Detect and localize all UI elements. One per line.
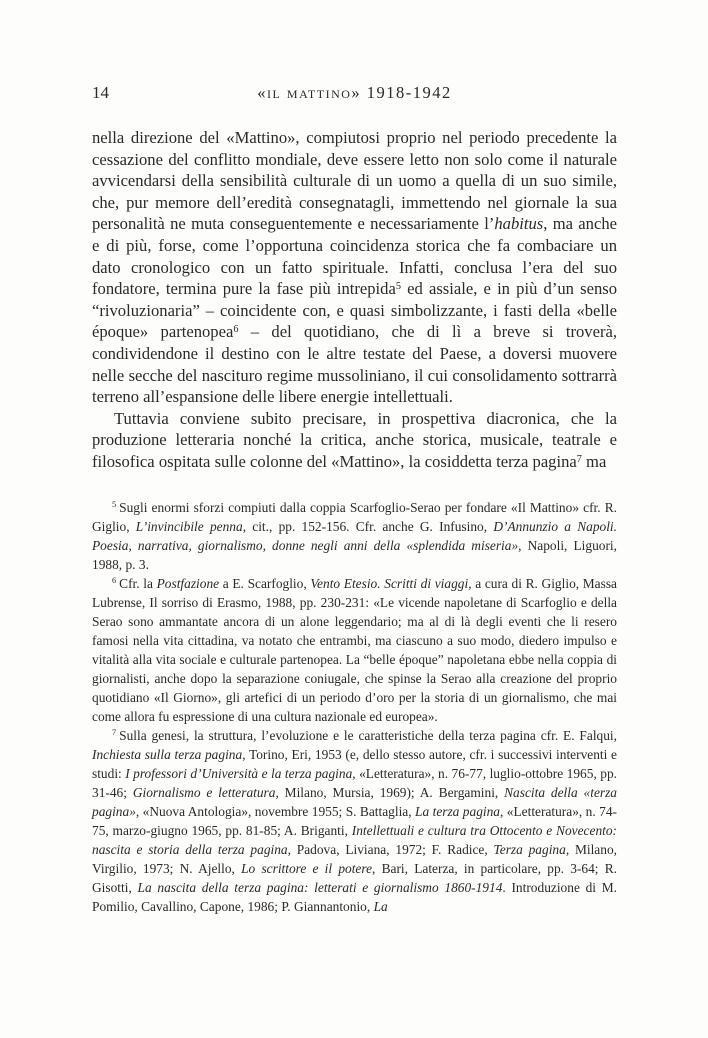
italic-run: L’invincibile penna: [135, 518, 243, 534]
text-run: , Milano, Mursia, 1969); A. Bergamini,: [275, 784, 505, 800]
page-number: 14: [92, 83, 109, 102]
italic-run: Nascita della «terza pagina»: [92, 784, 618, 819]
text-run: a E. Scarfoglio,: [219, 575, 311, 591]
italic-run: Terza pagina: [493, 841, 566, 857]
text-run: Sulla genesi, la struttura, l’evoluzione e le caratteristiche della terza pagina cfr. E. Falqui,: [119, 727, 617, 743]
running-title: «il mattino» 1918-1942: [257, 83, 452, 102]
text-run: , Napoli, Liguori, 1988, p. 3.: [92, 537, 617, 572]
footnote-ref: 5: [395, 281, 401, 293]
text-run: , Milano, Virgilio, 1973; N. Ajello,: [92, 841, 617, 876]
footnote-6: [92, 574, 617, 726]
text-run: Cfr. la: [119, 575, 157, 591]
text-run: , «Nuova Antologia», novembre 1955; S. Battaglia,: [135, 803, 416, 819]
italic-run: Inchiesta sulla terza pagina: [92, 746, 243, 762]
text-run: , cit., pp. 152-156. Cfr. anche G. Infusino,: [242, 518, 494, 534]
italic-run: D’Annunzio a Napoli. Poesia, narrativa, giornalismo, donne negli anni della «splendida miseria»: [92, 518, 617, 553]
italic-run: Vento Etesio. Scritti di viaggi: [310, 575, 469, 591]
text-run: Tuttavia conviene subito precisare, in prospettiva diacronica, che la produzione letteraria nonché la critica, anche storica, musicale, teatrale e filosofica ospitata sulle colonne del «Mattino», la cosiddetta terza pagina: [92, 408, 617, 471]
text-run: nella direzione del «Mattino», compiutosi proprio nel periodo precedente la cessazione del conflitto mondiale, deve essere letto non solo come il naturale avvicendarsi della sensibilità culturale di un uomo a quella di un suo simile, che, pur memore dell’eredità consegnatagli, immettendo nel giornale la sua personalità ne muta conseguentemente e necessariamente l’: [92, 128, 617, 234]
italic-run: Postfazione: [156, 575, 220, 591]
body-paragraph-1: [92, 127, 617, 408]
text-run: ed assiale, e in più d’un senso “rivoluzionaria” – coincidente con, e quasi simbolizzante, i fasti della «belle époque» partenopea: [92, 279, 618, 342]
text-run: , ma anche e di più, forse, come l’opportuna coincidenza storica che fa combaciare un dato cronologico con un fatto spirituale. Infatti, conclusa l’era del suo fondatore, termina pure la fase più intrepida: [92, 214, 617, 299]
footnote-ref: 5: [112, 500, 117, 510]
italic-run: Giornalismo e letteratura: [132, 784, 276, 800]
page-header: [92, 83, 617, 104]
text-run: , Padova, Liviana, 1972; F. Radice,: [287, 841, 494, 857]
italic-run: La terza pagina: [415, 803, 501, 819]
text-run: , «Letteratura», n. 76-77, luglio-ottobre 1965, pp. 31-46;: [92, 765, 617, 800]
italic-run: Lo scrittore e il potere: [241, 860, 373, 876]
italic-run: La: [373, 898, 388, 914]
page-body: [92, 127, 617, 473]
italic-run: I professori d’Università e la terza pagina: [125, 765, 353, 781]
footnote-ref: 6: [112, 576, 117, 586]
text-run: . Introduzione di M. Pomilio, Cavallino, Capone, 1986; P. Giannantonio,: [92, 879, 617, 914]
text-run: ma: [581, 451, 607, 471]
text-run: – del quotidiano, che di lì a breve si troverà, condividendone il destino con le altre testate del Paese, a doversi muovere nelle secche del nascituro regime mussoliniano, il cui consolidamento sottrarrà terreno all’espansione delle libere energie intellettuali.: [92, 322, 617, 407]
text-run: , Bari, Laterza, in particolare, pp. 3-64; R. Gisotti,: [92, 860, 617, 895]
text-run: , a cura di R. Giglio, Massa Lubrense, Il sorriso di Erasmo, 1988, pp. 230-231: «Le vicende napoletane di Scarfoglio e della Serao sono ammantate ancora di un alone leggendario; ma al di là degli eventi che li resero famosi nella vita cittadina, va notato che entrambi, ma ciascuno a suo modo, diedero impulso e vitalità alla vita sociale e culturale partenopea. La “belle époque” napoletana ebbe nella coppia di giornalisti, anche dopo la separazione coniugale, che spinse la Serao alla creazione del proprio quotidiano «Il Giorno», gli artefici di un periodo d’oro per la storia di un giornalismo, che mai come allora fu espressione di una cultura nazionale ed europea».: [92, 575, 617, 724]
footnote-ref: 6: [233, 324, 239, 336]
footnote-ref: 7: [112, 728, 117, 738]
italic-run: habitus: [494, 214, 544, 234]
footnote-5: [92, 498, 617, 574]
text-run: , Torino, Eri, 1953 (e, dello stesso autore, cfr. i successivi interventi e studi:: [92, 746, 617, 781]
text-run: Sugli enormi sforzi compiuti dalla coppia Scarfoglio-Serao per fondare «Il Mattino» cfr. R. Giglio,: [92, 499, 617, 534]
footnote-7: [92, 726, 617, 916]
italic-run: La nascita della terza pagina: letterati e giornalismo 1860-1914: [137, 879, 503, 895]
italic-run: Intellettuali e cultura tra Ottocento e Novecento: nascita e storia della terza pagina: [92, 822, 618, 857]
body-paragraph-2: [92, 408, 617, 473]
footnote-ref: 7: [576, 453, 582, 465]
text-run: , «Letteratura», n. 74-75, marzo-giugno 1965, pp. 81-85; A. Briganti,: [92, 803, 618, 838]
footnotes-section: [92, 498, 617, 916]
